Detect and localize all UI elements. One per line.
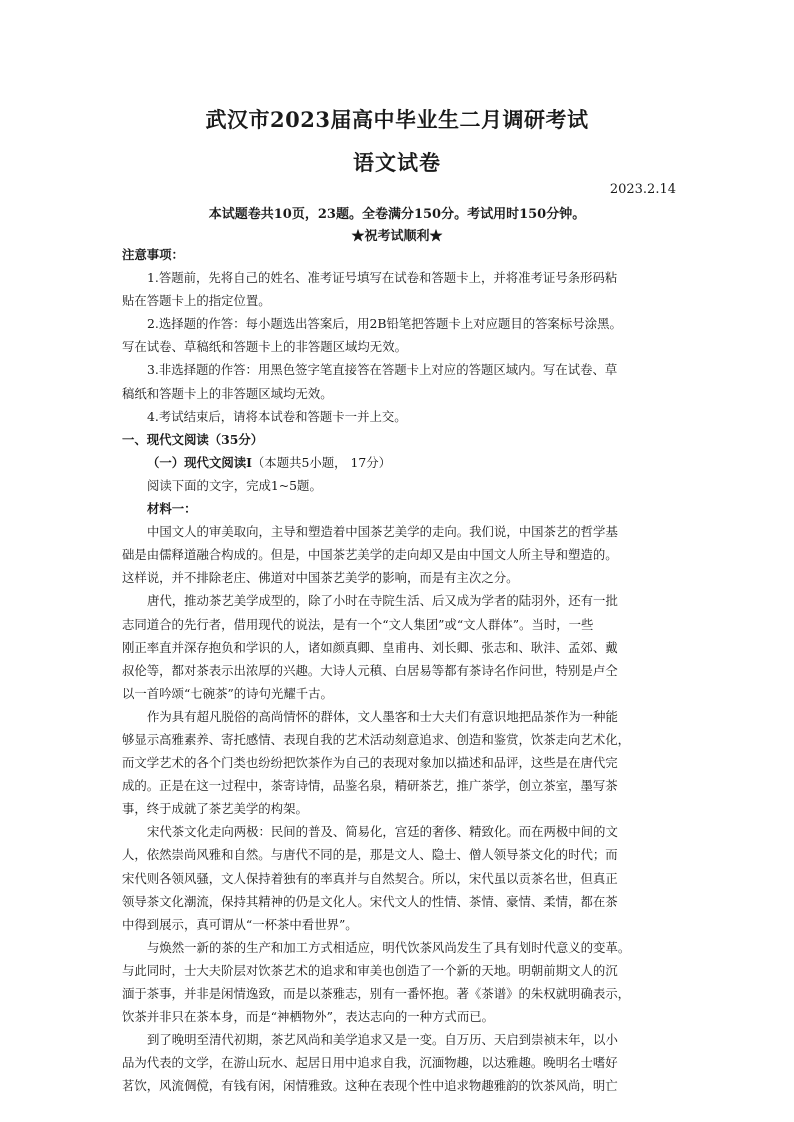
exam-body bbox=[122, 243, 677, 1097]
exam-wish: ★祝考试顺利★ bbox=[351, 229, 443, 244]
reading-instruction: 阅读下面的文字，完成1~5题。 bbox=[147, 477, 322, 493]
note-line: 3.非选择题的作答：用黑色签字笔直接答在答题卡上对应的答题区域内。写在试卷、草 bbox=[147, 362, 618, 378]
note-line: 贴在答题卡上的指定位置。 bbox=[122, 293, 271, 309]
section-heading: 一、现代文阅读（35分） bbox=[122, 431, 264, 447]
note-line: 稿纸和答题卡上的非答题区域均无效。 bbox=[122, 385, 333, 401]
notes-heading: 注意事项： bbox=[122, 247, 184, 262]
passage-line: 宋代则各领风骚，文人保持着独有的率真并与自然契合。所以，宋代虽以贡茶名世，但真正 bbox=[122, 870, 618, 886]
passage-line: 够显示高雅素养、寄托感情、表现自我的艺术活动刻意追求、创造和鉴赏，饮茶走向艺术化， bbox=[122, 731, 631, 747]
passage-line: 作为具有超凡脱俗的高尚情怀的群体，文人墨客和士大夫们有意识地把品茶作为一种能 bbox=[147, 708, 618, 724]
note-line: 写在试卷、草稿纸和答题卡上的非答题区域均无效。 bbox=[122, 339, 407, 355]
passage-line: 与此同时，士大夫阶层对饮茶艺术的追求和审美也创造了一个新的天地。明朝前期文人的沉 bbox=[122, 962, 618, 978]
passage-line: 品为代表的文学，在游山玩水、起居日用中追求自我，沉湎物趣，以达雅趣。晚明名士嗜好 bbox=[122, 1055, 618, 1071]
passage-line: 而文学艺术的各个门类也纷纷把饮茶作为自己的表现对象加以描述和品评，这些是在唐代完 bbox=[122, 755, 618, 771]
passage-line: 叔伦等，都对茶表示出浓厚的兴趣。大诗人元稹、白居易等都有茶诗名作问世，特别是卢仝 bbox=[122, 662, 618, 678]
passage-line: 茗饮，风流倜傥，有钱有闲，闲情雅致。这种在表现个性中追求物趣雅韵的饮茶风尚，明亡 bbox=[122, 1078, 618, 1094]
exam-date: 2023.2.14 bbox=[609, 182, 676, 197]
subsection-note: （本题共5小题， 17分） bbox=[251, 454, 392, 470]
passage-line: 饮茶并非只在茶本身，而是“神栖物外”，表达志向的一种方式而已。 bbox=[122, 1009, 494, 1025]
passage-line: 宋代茶文化走向两极：民间的普及、简易化，宫廷的奢侈、精致化。而在两极中间的文 bbox=[147, 824, 618, 840]
note-line: 1.答题前，先将自己的姓名、准考证号填写在试卷和答题卡上，并将准考证号条形码粘 bbox=[147, 270, 618, 286]
exam-subtitle: 语文试卷 bbox=[353, 150, 441, 175]
passage-line: 与焕然一新的茶的生产和加工方式相适应，明代饮茶风尚发生了具有划时代意义的变革。 bbox=[147, 939, 631, 955]
passage-line: 到了晚明至清代初期，茶艺风尚和美学追求又是一变。自万历、天启到崇祯末年，以小 bbox=[147, 1032, 618, 1048]
passage-line: 以一首吟颂“七碗茶”的诗句光耀千古。 bbox=[122, 685, 333, 701]
passage-line: 这样说，并不排除老庄、佛道对中国茶艺美学的影响，而是有主次之分。 bbox=[122, 570, 519, 586]
note-line: 2.选择题的作答：每小题选出答案后，用2B铅笔把答题卡上对应题目的答案标号涂黑。 bbox=[147, 316, 622, 332]
passage-line: 事，终于成就了茶艺美学的构架。 bbox=[122, 801, 308, 817]
passage-line: 志同道合的先行者，借用现代的说法，是有一个“文人集团”或“文人群体”。当时，一些 bbox=[122, 616, 594, 632]
passage-line: 唐代，推动茶艺美学成型的，除了小时在寺院生活、后又成为学者的陆羽外，还有一批 bbox=[147, 593, 618, 609]
passage-line: 人，依然崇尚风雅和自然。与唐代不同的是，那是文人、隐士、僧人领导茶文化的时代；而 bbox=[122, 847, 618, 863]
passage-line: 中得到展示，真可谓从“一杯茶中看世界”。 bbox=[122, 916, 358, 932]
note-line: 4.考试结束后，请将本试卷和答题卡一并上交。 bbox=[147, 408, 407, 424]
passage-line: 础是由儒释道融合构成的。但是，中国茶艺美学的走向却又是由中国文人所主导和塑造的。 bbox=[122, 547, 618, 563]
exam-title: 武汉市2023届高中毕业生二月调研考试 bbox=[205, 107, 589, 132]
passage-line: 中国文人的审美取向，主导和塑造着中国茶艺美学的走向。我们说，中国茶艺的哲学基 bbox=[147, 524, 618, 540]
passage-line: 湎于茶事，并非是闲情逸致，而是以茶雅志，别有一番怀抱。著《茶谱》的朱权就明确表示， bbox=[122, 986, 631, 1001]
passage-line: 刚正率直并深存抱负和学识的人，诸如颜真卿、皇甫冉、刘长卿、张志和、耿沣、孟郊、戴 bbox=[122, 639, 618, 655]
passage-line: 领导茶文化潮流，保持其精神的仍是文化人。宋代文人的性情、茶情、豪情、柔情，都在茶 bbox=[122, 893, 618, 909]
material-label: 材料一： bbox=[147, 501, 197, 517]
subsection-heading: （一）现代文阅读Ⅰ bbox=[147, 454, 252, 470]
passage-line: 成的。正是在这一过程中，茶寄诗情，品鉴名泉，精研茶艺，推广茶学，创立茶室，墨写茶 bbox=[122, 778, 618, 794]
exam-info: 本试题卷共10页，23题。全卷满分150分。考试用时150分钟。 bbox=[208, 207, 586, 222]
subsection-heading-line bbox=[122, 451, 677, 474]
